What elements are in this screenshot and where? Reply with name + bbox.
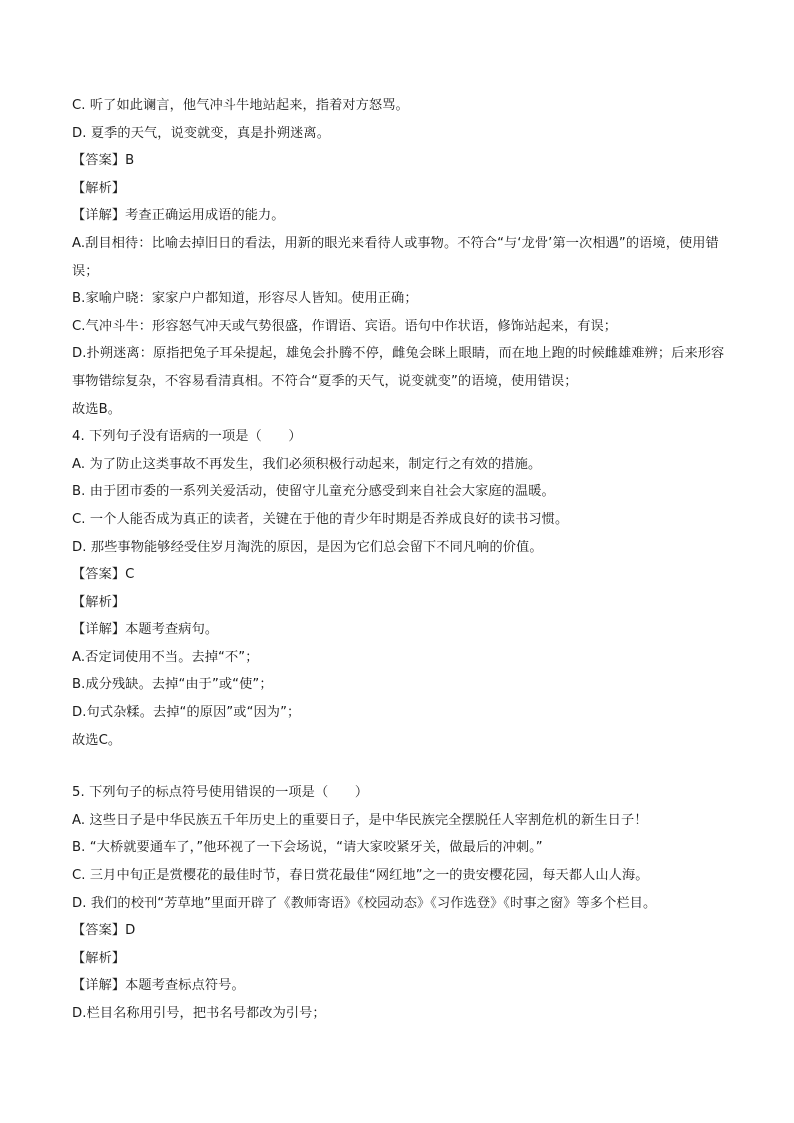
question-5-detail: 【详解】本题考查标点符号。 xyxy=(72,978,245,994)
question-5-analysis-label: 【解析】 xyxy=(72,950,126,966)
question-4-explain-a: A.否定词使用不当。去掉“不”； xyxy=(72,649,259,665)
question-4-stem: 4. 下列句子没有语病的一项是（ ） xyxy=(72,429,302,445)
question-3-explain-b: B.家喻户晓：家家户户都知道，形容尽人皆知。使用正确； xyxy=(72,291,418,307)
question-3-explain-c: C.气冲斗牛：形容怒气冲天或气势很盛，作谓语、宾语。语句中作状语，修饰站起来，有误； xyxy=(72,318,618,334)
question-5-answer: 【答案】D xyxy=(72,923,136,939)
document-page xyxy=(72,92,728,1028)
question-4-option-c: C. 一个人能否成为真正的读者，关键在于他的青少年时期是否养成良好的读书习惯。 xyxy=(72,511,569,527)
question-3-analysis-label: 【解析】 xyxy=(72,180,126,196)
question-3-explain-d: D.扑朔迷离：原指把兔子耳朵提起，雄兔会扑腾不停，雌兔会眯上眼睛，而在地上跑的时候雌雄难辨；后来形容事物错综复杂，不容易看清真相。不符合“夏季的天气，说变就变”的语境，使用错误； xyxy=(72,346,725,389)
question-4-explain-b: B.成分残缺。去掉“由于”或“使”； xyxy=(72,677,273,693)
question-5-stem: 5. 下列句子的标点符号使用错误的一项是（ ） xyxy=(72,785,369,801)
question-5-option-b: B. “大桥就要通车了，”他环视了一下会场说，“请大家咬紧牙关，做最后的冲刺。” xyxy=(72,840,543,856)
question-4-option-d: D. 那些事物能够经受住岁月淘洗的原因，是因为它们总会留下不同凡响的价值。 xyxy=(72,539,543,555)
question-4-analysis-label: 【解析】 xyxy=(72,594,126,610)
question-4-option-b: B. 由于团市委的一系列关爱活动，使留守儿童充分感受到来自社会大家庭的温暖。 xyxy=(72,484,555,500)
question-5-option-d: D. 我们的校刊“芳草地”里面开辟了《教师寄语》《校园动态》《习作选登》《时事之窗》等多个栏目。 xyxy=(72,895,657,911)
question-3-explain-a: A.刮目相待：比喻去掉旧日的看法，用新的眼光来看待人或事物。不符合“与‘龙骨’第一次相遇”的语境，使用错误； xyxy=(72,235,719,279)
question-4-option-a: A. 为了防止这类事故不再发生，我们必须积极行动起来，制定行之有效的措施。 xyxy=(72,456,542,472)
question-5-option-a: A. 这些日子是中华民族五千年历史上的重要日子，是中华民族完全摆脱任人宰割危机的新生日子！ xyxy=(72,812,648,828)
question-3-detail: 【详解】考查正确运用成语的能力。 xyxy=(72,208,285,224)
question-5-option-c: C. 三月中旬正是赏樱花的最佳时节，春日赏花最佳“网红地”之一的贵安樱花园，每天都人山人海。 xyxy=(72,868,649,884)
question-4-conclusion: 故选C。 xyxy=(72,732,122,748)
question-5-explain-d: D.栏目名称用引号，把书名号都改为引号； xyxy=(72,1006,326,1021)
question-3-option-d: D. 夏季的天气，说变就变，真是扑朔迷离。 xyxy=(72,125,331,141)
question-4-explain-d: D.句式杂糅。去掉“的原因”或“因为”； xyxy=(72,705,301,721)
question-3-conclusion: 故选B。 xyxy=(72,401,122,417)
question-3-option-c: C. 听了如此谰言，他气冲斗牛地站起来，指着对方怒骂。 xyxy=(72,98,409,113)
question-4-answer: 【答案】C xyxy=(72,567,135,583)
question-4-detail: 【详解】本题考查病句。 xyxy=(72,622,219,638)
question-3-answer: 【答案】B xyxy=(72,153,135,169)
